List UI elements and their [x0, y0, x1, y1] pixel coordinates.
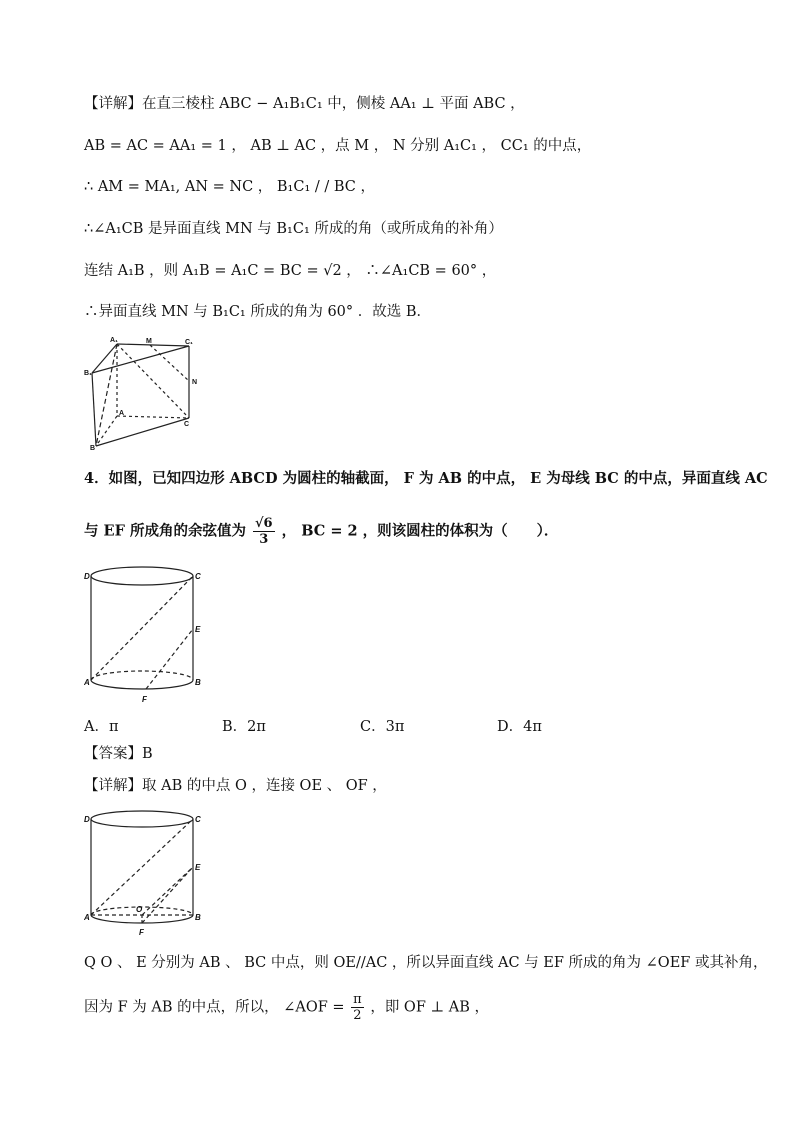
cyl1-label-E: E: [195, 625, 201, 634]
detail-line-6: ∴异面直线 MN 与 B₁C₁ 所成的角为 60° ．故选 B．: [84, 304, 432, 320]
label-A: A: [119, 410, 125, 417]
cyl1-label-A: A: [84, 678, 90, 687]
cylinder-figure-2: [84, 808, 206, 943]
cylinder-figure-1: [84, 562, 206, 707]
detail-line-q4: 【详解】取 AB 的中点 O ，连接 OE 、 OF ，: [84, 778, 387, 794]
detail-line-2: AB = AC = AA₁ = 1 ， AB ⊥ AC ，点 M ， N 分别 A₁C₁ ， CC₁ 的中点，: [84, 138, 592, 154]
prism-figure: [84, 336, 202, 451]
cyl2-label-O: O: [136, 905, 143, 914]
option-d: D．4π: [497, 719, 542, 735]
cyl2-label-C: C: [195, 815, 201, 824]
fraction-denominator: 3: [259, 532, 269, 547]
cyl1-label-D: D: [84, 572, 90, 581]
detail-line-5: 连结 A₁B ，则 A₁B = A₁C = BC = √2 ， ∴∠A₁CB = 60° ，: [84, 263, 497, 279]
angle-fraction: [351, 992, 364, 1023]
option-c: C．3π: [360, 719, 405, 735]
angle-fraction-denominator: 2: [353, 1008, 362, 1023]
cyl1-label-F: F: [142, 695, 147, 704]
cyl2-label-B: B: [195, 913, 201, 922]
cyl1-label-C: C: [195, 572, 201, 581]
fraction-numerator: √6: [255, 516, 273, 531]
question-4-line-2: [84, 516, 558, 547]
option-b: B．2π: [222, 719, 266, 735]
question-4-prefix: 与 EF 所成角的余弦值为: [84, 522, 246, 540]
conclusion-line-1: Q O 、 E 分别为 AB 、 BC 中点，则 OE//AC ，所以异面直线 AC 与 EF 所成的角为 ∠OEF 或其补角，: [84, 955, 768, 971]
conclusion-suffix: ，即 OF ⊥ AB ，: [370, 999, 489, 1016]
label-B: B: [90, 445, 96, 451]
angle-fraction-numerator: π: [353, 992, 362, 1007]
conclusion-line-2: [84, 992, 489, 1023]
label-N: N: [192, 379, 198, 386]
cyl1-label-B: B: [195, 678, 201, 687]
cyl2-label-D: D: [84, 815, 90, 824]
label-C: C: [184, 421, 190, 428]
label-B1: B₁: [84, 370, 92, 377]
cyl2-label-F: F: [139, 928, 144, 937]
cyl2-label-E: E: [195, 863, 201, 872]
detail-line-1: 【详解】在直三棱柱 ABC − A₁B₁C₁ 中，侧棱 AA₁ ⊥ 平面 ABC ，: [84, 96, 525, 112]
question-4-line-1: 4．如图，已知四边形 ABCD 为圆柱的轴截面， F 为 AB 的中点， E 为母线 BC 的中点，异面直线 AC: [84, 470, 768, 487]
conclusion-prefix: 因为 F 为 AB 的中点，所以， ∠AOF =: [84, 999, 345, 1016]
cosine-fraction: [253, 516, 275, 547]
question-4-suffix: ， BC = 2 ，则该圆柱的体积为（ ）．: [281, 522, 559, 540]
label-M: M: [146, 338, 152, 345]
label-A1: A₁: [110, 337, 118, 344]
option-a: A．π: [84, 719, 119, 735]
answer-line: 【答案】B: [84, 746, 153, 762]
detail-line-3: ∴ AM = MA₁, AN = NC ， B₁C₁ / / BC ，: [84, 179, 375, 195]
detail-line-4: ∴∠A₁CB 是异面直线 MN 与 B₁C₁ 所成的角（或所成角的补角）: [84, 221, 503, 237]
cyl2-label-A: A: [84, 913, 90, 922]
label-C1: C₁: [185, 339, 193, 346]
